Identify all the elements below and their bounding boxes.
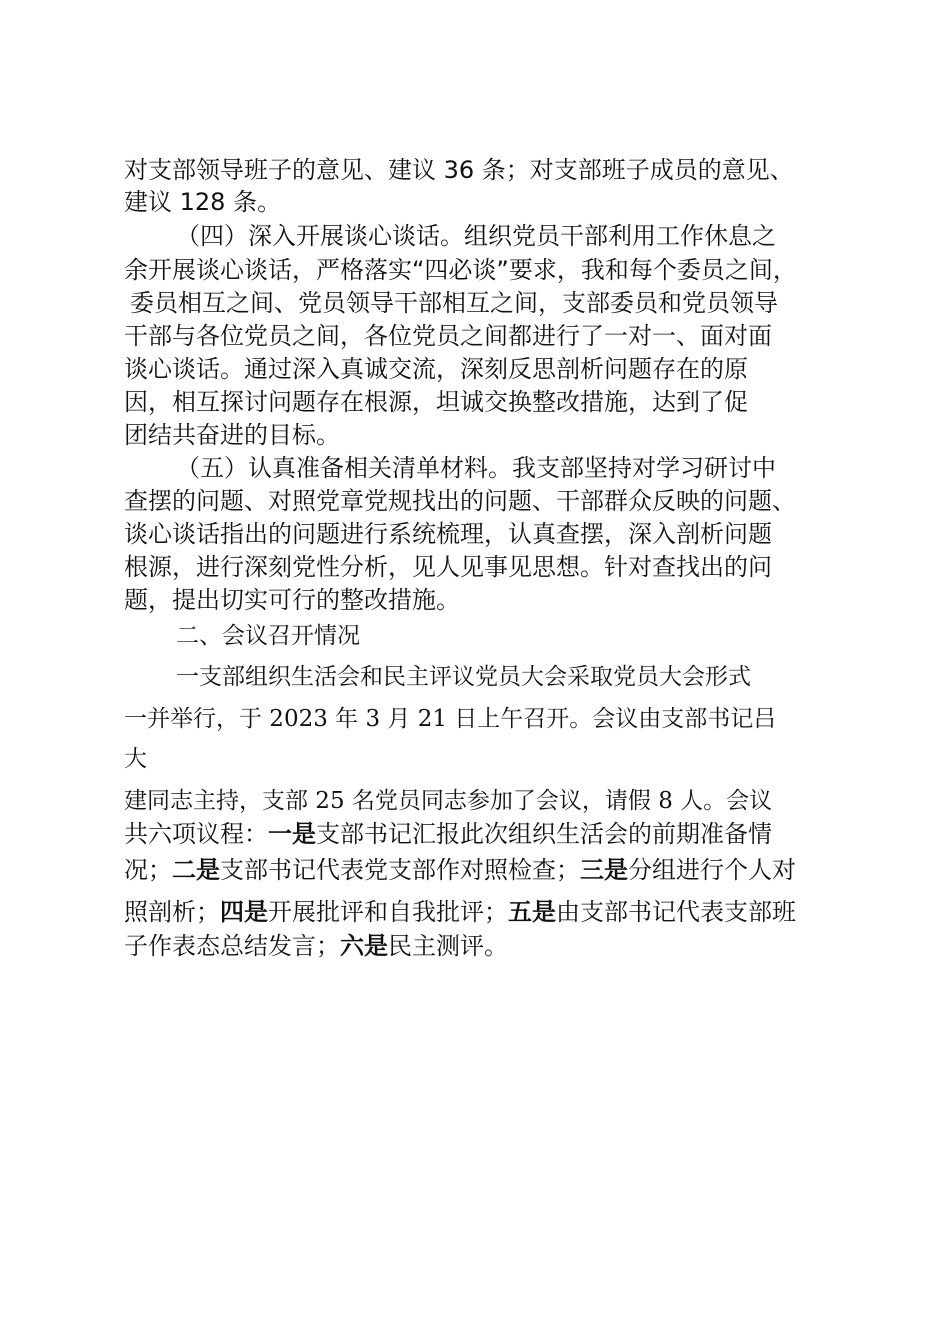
text-line: 委员相互之间、党员领导干部相互之间，支部委员和党员领导	[130, 289, 778, 317]
agenda-label-2: 二是	[172, 856, 220, 884]
text-line: 建议 128 条。	[124, 188, 282, 216]
agenda-label-3: 三是	[580, 856, 628, 884]
text-span: 支部书记汇报此次组织生活会的前期准备情	[316, 820, 772, 848]
agenda-label-4: 四是	[220, 898, 268, 926]
agenda-line-3	[124, 897, 796, 927]
text-span: 况；	[124, 856, 172, 884]
text-span: 开展批评和自我批评；	[268, 898, 508, 926]
text-line: 干部与各位党员之间，各位党员之间都进行了一对一、面对面	[124, 322, 772, 350]
text-line: 题，提出切实可行的整改措施。	[124, 586, 460, 614]
text-line: 根源，进行深刻党性分析，见人见事见思想。针对查找出的问	[124, 553, 772, 581]
section-heading-meeting: 二、会议召开情况	[176, 623, 360, 649]
section-heading-4: （四）深入开展谈心谈话。组织党员干部利用工作休息之	[176, 222, 776, 250]
text-line: 查摆的问题、对照党章党规找出的问题、干部群众反映的问题、	[124, 487, 796, 515]
text-line: 余开展谈心谈话，严格落实“四必谈”要求，我和每个委员之间，	[124, 256, 797, 284]
text-line: 团结共奋进的目标。	[124, 421, 340, 449]
text-line: 因，相互探讨问题存在根源，坦诚交换整改措施，达到了促	[124, 388, 748, 416]
text-span: 由支部书记代表支部班	[556, 898, 796, 926]
agenda-label-5: 五是	[508, 898, 556, 926]
text-span: 支部书记代表党支部作对照检查；	[220, 856, 580, 884]
agenda-label-1: 一是	[268, 820, 316, 848]
agenda-line-4	[124, 931, 508, 961]
text-line: 谈心谈话。通过深入真诚交流，深刻反思剖析问题存在的原	[124, 355, 748, 383]
text-span: 共六项议程：	[124, 820, 268, 848]
agenda-line-2	[124, 855, 796, 885]
section-heading-5: （五）认真准备相关清单材料。我支部坚持对学习研讨中	[176, 454, 776, 482]
text-line: 谈心谈话指出的问题进行系统梳理，认真查摆，深入剖析问题	[124, 520, 772, 548]
text-span: 子作表态总结发言；	[124, 932, 340, 960]
text-line: 一支部组织生活会和民主评议党员大会采取党员大会形式	[176, 664, 751, 690]
text-span: 分组进行个人对	[628, 856, 796, 884]
text-line: 一并举行，于 2023 年 3 月 21 日上午召开。会议由支部书记吕	[124, 706, 777, 732]
text-span: 照剖析；	[124, 898, 220, 926]
text-line: 对支部领导班子的意见、建议 36 条；对支部班子成员的意见、	[124, 156, 794, 184]
agenda-label-6: 六是	[340, 932, 388, 960]
agenda-line-1	[124, 819, 772, 849]
text-line: 建同志主持，支部 25 名党员同志参加了会议，请假 8 人。会议	[124, 788, 773, 814]
text-span: 民主测评。	[388, 932, 508, 960]
text-line: 大	[124, 746, 147, 772]
